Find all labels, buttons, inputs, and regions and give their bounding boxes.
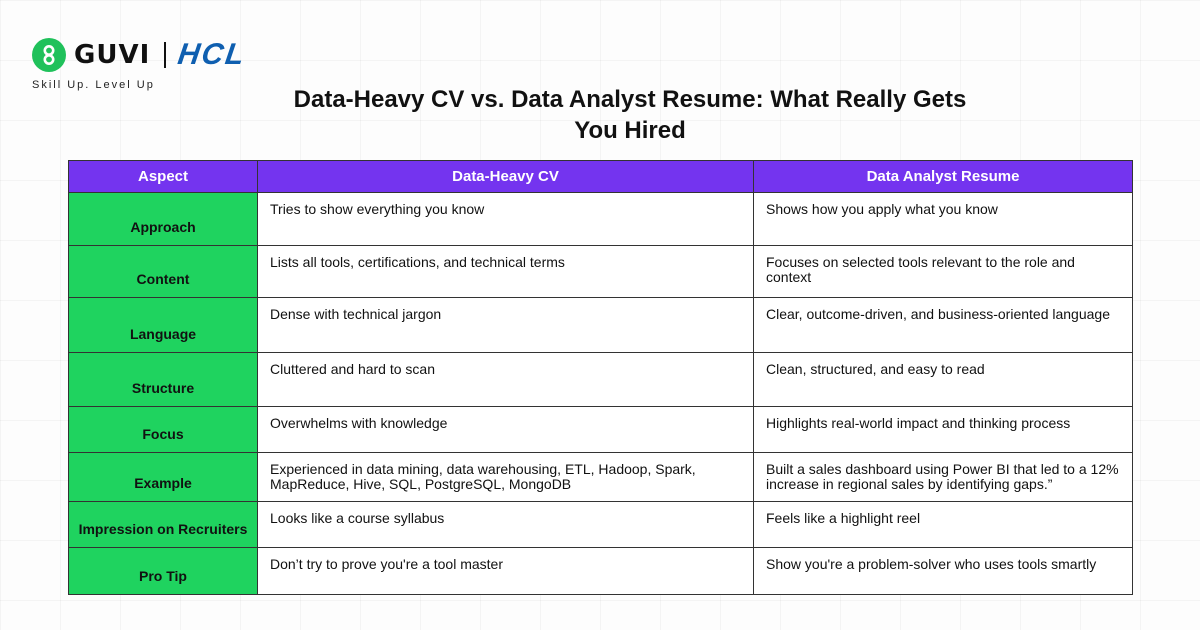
table-row xyxy=(69,453,1133,502)
aspect-cell: Impression on Recruiters xyxy=(69,502,258,548)
cv-cell: Looks like a course syllabus xyxy=(258,502,754,548)
table-row xyxy=(69,246,1133,298)
table-row xyxy=(69,353,1133,407)
aspect-cell: Content xyxy=(69,246,258,298)
cv-cell: Lists all tools, certifications, and technical terms xyxy=(258,246,754,298)
cv-cell: Overwhelms with knowledge xyxy=(258,407,754,453)
cv-cell: Experienced in data mining, data warehousing, ETL, Hadoop, Spark, MapReduce, Hive, SQL, PostgreSQL, MongoDB xyxy=(258,453,754,502)
table-row xyxy=(69,298,1133,353)
aspect-cell: Structure xyxy=(69,353,258,407)
resume-cell: Show you're a problem-solver who uses tools smartly xyxy=(754,548,1133,595)
header-data-heavy-cv: Data-Heavy CV xyxy=(258,161,754,193)
brand-divider xyxy=(164,42,166,68)
header-data-analyst-resume: Data Analyst Resume xyxy=(754,161,1133,193)
aspect-cell: Approach xyxy=(69,193,258,246)
aspect-cell: Example xyxy=(69,453,258,502)
resume-cell: Clean, structured, and easy to read xyxy=(754,353,1133,407)
guvi-wordmark: GUVI xyxy=(74,40,151,70)
resume-cell: Clear, outcome-driven, and business-oriented language xyxy=(754,298,1133,353)
resume-cell: Focuses on selected tools relevant to the role and context xyxy=(754,246,1133,298)
cv-cell: Cluttered and hard to scan xyxy=(258,353,754,407)
table-row xyxy=(69,502,1133,548)
table-row xyxy=(69,193,1133,246)
aspect-cell: Focus xyxy=(69,407,258,453)
hcl-wordmark: HCL xyxy=(176,38,249,71)
resume-cell: Highlights real-world impact and thinking process xyxy=(754,407,1133,453)
table-row xyxy=(69,407,1133,453)
header-aspect: Aspect xyxy=(69,161,258,193)
brand-logos xyxy=(32,38,249,72)
brand-tagline: Skill Up. Level Up xyxy=(32,79,155,91)
table-row xyxy=(69,548,1133,595)
brand-header xyxy=(32,38,249,91)
resume-cell: Shows how you apply what you know xyxy=(754,193,1133,246)
resume-cell: Built a sales dashboard using Power BI that led to a 12% increase in regional sales by identifying gaps.” xyxy=(754,453,1133,502)
page-title: Data-Heavy CV vs. Data Analyst Resume: What Really Gets You Hired xyxy=(293,86,967,144)
cv-cell: Tries to show everything you know xyxy=(258,193,754,246)
aspect-cell: Language xyxy=(69,298,258,353)
guvi-logo-icon xyxy=(32,38,66,72)
table-header-row xyxy=(69,161,1133,193)
comparison-table xyxy=(68,160,1133,595)
cv-cell: Dense with technical jargon xyxy=(258,298,754,353)
aspect-cell: Pro Tip xyxy=(69,548,258,595)
resume-cell: Feels like a highlight reel xyxy=(754,502,1133,548)
cv-cell: Don’t try to prove you're a tool master xyxy=(258,548,754,595)
